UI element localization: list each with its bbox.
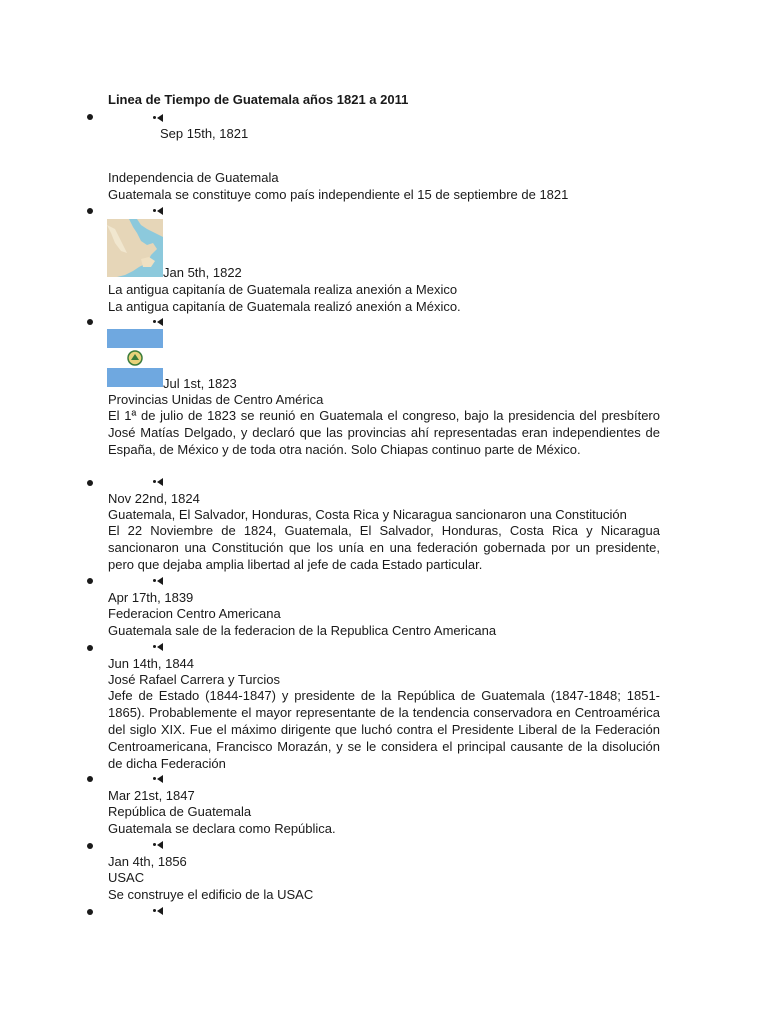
event-body: Guatemala se declara como República. <box>108 821 336 836</box>
event-heading: Guatemala, El Salvador, Honduras, Costa Rica y Nicaragua sancionaron una Constitución <box>108 507 627 522</box>
list-bullet <box>87 776 93 782</box>
list-bullet <box>87 114 93 120</box>
event-date: Jan 4th, 1856 <box>108 854 187 869</box>
list-bullet <box>87 208 93 214</box>
speaker-icon[interactable] <box>153 839 163 849</box>
event-body: La antigua capitanía de Guatemala realizó anexión a México. <box>108 299 461 314</box>
event-body: El 22 Noviembre de 1824, Guatemala, El Salvador, Honduras, Costa Rica y Nicaragua sancionaron una Constitución que los unía en una federación gobernada por un presidente, pero que dejaba amplia libertad al jefe de cada Estado particular. <box>108 523 660 572</box>
list-bullet <box>87 480 93 486</box>
speaker-icon[interactable] <box>153 905 163 915</box>
speaker-icon[interactable] <box>153 316 163 326</box>
event-heading: Provincias Unidas de Centro América <box>108 392 324 407</box>
speaker-icon[interactable] <box>153 112 163 122</box>
list-bullet <box>87 645 93 651</box>
event-date: Jun 14th, 1844 <box>108 656 195 671</box>
event-body: Guatemala se constituye como país independiente el 15 de septiembre de 1821 <box>108 187 569 202</box>
list-bullet <box>87 578 93 584</box>
speaker-icon[interactable] <box>153 205 163 215</box>
event-heading: La antigua capitanía de Guatemala realiza anexión a Mexico <box>108 282 458 297</box>
event-heading: República de Guatemala <box>108 804 252 819</box>
speaker-icon[interactable] <box>153 575 163 585</box>
event-date: Jan 5th, 1822 <box>163 265 242 280</box>
event-body: Jefe de Estado (1844-1847) y presidente de la República de Guatemala (1847-1848; 1851-1865). Probablemente el mayor representante de la tendencia conservadora en Centroamérica del siglo XIX. Fue el máximo dirigente que luchó contra el Presidente Liberal de la Federación Centroamericana, Francisco Morazán, y se le considera el principal causante de la disolución de dicha Federación <box>108 688 660 771</box>
event-body: Guatemala sale de la federacion de la Republica Centro Americana <box>108 623 497 638</box>
list-bullet <box>87 319 93 325</box>
event-date: Jul 1st, 1823 <box>163 376 237 391</box>
speaker-icon[interactable] <box>153 476 163 486</box>
event-date: Mar 21st, 1847 <box>108 788 195 803</box>
page-title: Linea de Tiempo de Guatemala años 1821 a 2011 <box>108 92 409 107</box>
event-heading: Independencia de Guatemala <box>108 170 279 185</box>
event-heading: Federacion Centro Americana <box>108 606 281 621</box>
event-heading: USAC <box>108 870 145 885</box>
speaker-icon[interactable] <box>153 641 163 651</box>
flag-image <box>107 329 163 387</box>
event-date: Apr 17th, 1839 <box>108 590 194 605</box>
event-body: El 1ª de julio de 1823 se reunió en Guatemala el congreso, bajo la presidencia del presbítero José Matías Delgado, y declaró que las provincias ahí representadas eran independientes de España, de México y de toda otra nación. Solo Chiapas continuo parte de México. <box>108 408 660 457</box>
event-date: Sep 15th, 1821 <box>160 126 249 141</box>
event-heading: José Rafael Carrera y Turcios <box>108 672 280 687</box>
list-bullet <box>87 843 93 849</box>
list-bullet <box>87 909 93 915</box>
event-body: Se construye el edificio de la USAC <box>108 887 314 902</box>
map-image <box>107 219 163 277</box>
speaker-icon[interactable] <box>153 773 163 783</box>
event-date: Nov 22nd, 1824 <box>108 491 200 506</box>
